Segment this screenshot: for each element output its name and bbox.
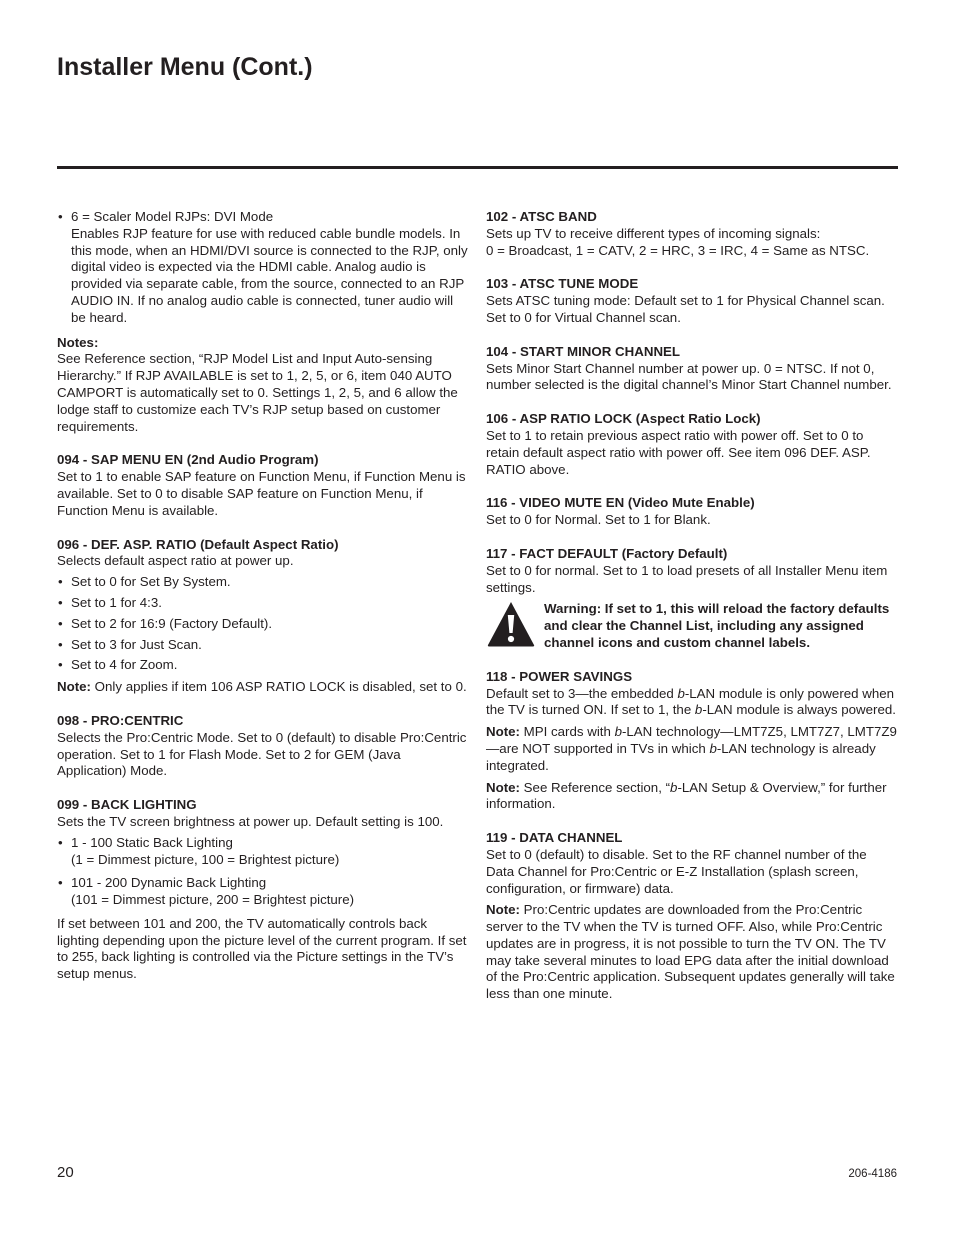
b-lan-prefix: b (694, 702, 703, 718)
b-lan-prefix: b (670, 779, 678, 795)
note-label: Note: (486, 724, 520, 740)
section-heading: 094 - SAP MENU EN (2nd Audio Program) (57, 452, 319, 468)
text-run: MPI cards with (519, 724, 615, 740)
section-103 (486, 276, 898, 326)
list-item: • Set to 4 for Zoom. (57, 657, 469, 674)
section-102 (486, 209, 898, 259)
note-text: Pro:Centric updates are downloaded from the Pro:Centric server to the TV when the TV is turned OFF. Also, while Pro:Centric updates are in progress, it is not possible to turn the TV ON. The TV may take several minutes to load EPG data after the initial download of the Pro:Centric application. Subsequent updates generally will take less than one minute. (486, 902, 895, 1002)
section-heading: 106 - ASP RATIO LOCK (Aspect Ratio Lock) (486, 411, 761, 427)
b-lan-prefix: b (677, 685, 685, 701)
left-column (57, 209, 469, 1000)
section-body: Selects default aspect ratio at power up. (57, 553, 294, 569)
section-heading: 103 - ATSC TUNE MODE (486, 276, 639, 292)
section-heading: 099 - BACK LIGHTING (57, 797, 197, 813)
section-note (486, 724, 898, 774)
note-text: Only applies if item 106 ASP RATIO LOCK is disabled, set to 0. (90, 679, 467, 695)
document-number: 206-4186 (848, 1168, 897, 1180)
note-label: Note: (486, 902, 520, 918)
section-106 (486, 411, 898, 478)
warning-text: Warning: If set to 1, this will reload the factory defaults and clear the Channel List, including any assigned channel icons and custom channel labels. (544, 601, 890, 650)
section-094 (57, 452, 469, 519)
notes-body: See Reference section, “RJP Model List and Input Auto-sensing Hierarchy.” If RJP AVAILABLE is set to 1, 2, 5, or 6, item 040 AUTO CAMPORT is automatically set to 0. Settings 1, 2, 5, and 6 allow the lodge staff to customize each TV’s RJP setup based on customer requirements. (57, 351, 458, 434)
section-body: Selects the Pro:Centric Mode. Set to 0 (default) to disable Pro:Centric operation. Set to 1 for Flash Mode. Set to 2 for GEM (Java Application) Mode. (57, 729, 467, 779)
note-label: Note: (486, 779, 520, 795)
scaler-mode-description: Enables RJP feature for use with reduced cable bundle models. In this mode, when an HDMI/DVI source is connected to the RJP, only digital video is expected via the HDMI cable. Analog audio is provided via separate cable, from the source, connected to an RJP AUDIO IN. If no analog audio cable is connected, tuner audio will be heard. (71, 225, 468, 325)
section-heading: 096 - DEF. ASP. RATIO (Default Aspect Ratio) (57, 536, 339, 552)
page-number: 20 (57, 1164, 74, 1181)
text-run: Default set to 3—the embedded (486, 685, 678, 701)
section-104 (486, 344, 898, 394)
scaler-mode-item (57, 209, 469, 327)
b-lan-prefix: b (614, 724, 622, 740)
section-body: Sets Minor Start Channel number at power up. 0 = NTSC. If not 0, number selected is the digital channel’s Minor Start Channel number. (486, 360, 892, 393)
page-title: Installer Menu (Cont.) (57, 53, 313, 81)
text-run: -LAN technology is already integrated. (486, 740, 876, 773)
section-body: Sets the TV screen brightness at power up. Default setting is 100. (57, 813, 444, 829)
section-body: 0 = Broadcast, 1 = CATV, 2 = HRC, 3 = IRC, 4 = Same as NTSC. (486, 242, 870, 258)
text-run: -LAN module is only powered when the TV is turned ON. If set to 1, the (486, 685, 895, 718)
section-heading: 116 - VIDEO MUTE EN (Video Mute Enable) (486, 495, 755, 511)
section-body: Set to 1 to enable SAP feature on Function Menu, if Function Menu is available. Set to 0 to disable SAP feature on Function Menu, if Function Menu is available. (57, 469, 466, 518)
section-heading: 098 - PRO:CENTRIC (57, 712, 184, 728)
section-heading: 119 - DATA CHANNEL (486, 830, 623, 846)
section-heading: 117 - FACT DEFAULT (Factory Default) (486, 545, 728, 561)
section-heading: 118 - POWER SAVINGS (486, 668, 633, 684)
section-note (57, 679, 469, 696)
text-run: -LAN technology—LMT7Z5, LMT7Z7, LMT7Z9—are NOT supported in TVs in which (486, 724, 897, 756)
section-116 (486, 495, 898, 529)
warning-box (486, 601, 898, 651)
section-body: Set to 1 to retain previous aspect ratio with power off. Set to 0 to retain default aspect ratio with power off. See item 096 DEF. ASP. RATIO above. (486, 427, 871, 477)
section-body: Set to 0 (default) to disable. Set to the RF channel number of the Data Channel for Pro:Centric or E-Z Installation (splash screen, configuration, or firmware) data. (486, 846, 867, 896)
list-item-detail: (1 = Dimmest picture, 100 = Brightest picture) (71, 851, 340, 867)
list-item: • Set to 0 for Set By System. (57, 574, 469, 591)
section-body: Set to 0 for normal. Set to 1 to load presets of all Installer Menu item settings. (486, 562, 888, 595)
list-item (57, 835, 469, 869)
right-column (486, 209, 898, 1020)
list-item-title: • 101 - 200 Dynamic Back Lighting (71, 875, 267, 891)
text-run: -LAN module is always powered. (702, 702, 896, 718)
list-item-detail: (101 = Dimmest picture, 200 = Brightest picture) (71, 892, 355, 908)
section-body: If set between 101 and 200, the TV automatically controls back lighting depending upon the picture level of the current program. If set to 255, back lighting is controlled via the Picture settings in the TV’s setup menus. (57, 915, 467, 982)
section-note (486, 780, 898, 814)
text-run: See Reference section, “ (519, 779, 671, 795)
section-099 (57, 797, 469, 983)
notes-section (57, 335, 469, 436)
section-117 (486, 546, 898, 652)
section-body: Sets up TV to receive different types of incoming signals: (486, 225, 821, 241)
section-heading: 102 - ATSC BAND (486, 209, 597, 224)
b-lan-prefix: b (709, 740, 717, 756)
section-096 (57, 537, 469, 696)
section-heading: 104 - START MINOR CHANNEL (486, 343, 681, 359)
text-run: -LAN Setup & Overview,” for further information. (486, 779, 887, 812)
section-119 (486, 830, 898, 1003)
section-note (486, 902, 898, 1003)
list-item-title: • 1 - 100 Static Back Lighting (71, 834, 233, 850)
notes-heading: Notes: (57, 334, 99, 350)
list-item: • Set to 1 for 4:3. (57, 595, 469, 612)
section-118 (486, 669, 898, 813)
section-body: Set to 0 for Normal. Set to 1 for Blank. (486, 512, 711, 528)
section-body: Sets ATSC tuning mode: Default set to 1 for Physical Channel scan. Set to 0 for Virtual Channel scan. (486, 293, 885, 325)
note-label: Note: (57, 679, 91, 695)
list-item: • Set to 2 for 16:9 (Factory Default). (57, 616, 469, 633)
section-body (486, 686, 898, 720)
title-divider (57, 166, 898, 169)
list-item: • Set to 3 for Just Scan. (57, 637, 469, 654)
list-item: • 6 = Scaler Model RJPs: DVI Mode (57, 209, 469, 226)
warning-icon (486, 600, 536, 648)
section-098 (57, 713, 469, 780)
list-item (57, 875, 469, 909)
